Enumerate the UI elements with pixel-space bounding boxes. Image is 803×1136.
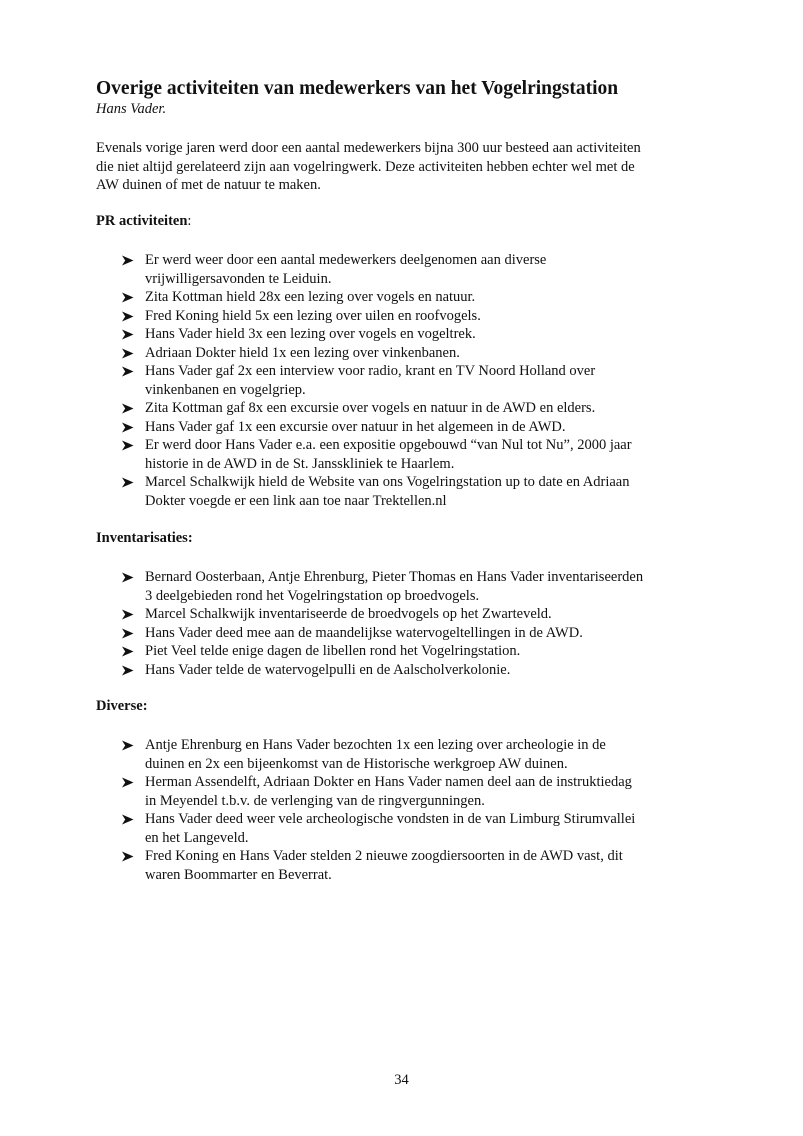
misc-list <box>0 736 803 884</box>
section-heading-label: PR activiteiten <box>96 213 188 229</box>
list-item-text: vinkenbanen en vogelgriep. <box>145 381 306 398</box>
intro-line: AW duinen of met de natuur te maken. <box>96 177 321 193</box>
section-heading-diverse: Diverse: <box>96 698 148 714</box>
list-item <box>0 568 803 605</box>
list-item-text: Adriaan Dokter hield 1x een lezing over vinkenbanen. <box>145 344 460 361</box>
list-item <box>0 624 803 643</box>
intro-line: Evenals vorige jaren werd door een aantal medewerkers bijna 300 uur besteed aan activiteiten <box>96 140 641 156</box>
arrowhead-bullet-icon <box>121 851 134 862</box>
arrowhead-bullet-icon <box>121 628 134 639</box>
list-item <box>0 436 803 473</box>
section-heading-pr <box>96 213 191 230</box>
list-item-text: Dokter voegde er een link aan toe naar Trektellen.nl <box>145 492 447 509</box>
arrowhead-bullet-icon <box>121 292 134 303</box>
list-item-text: historie in de AWD in de St. Jansskliniek te Haarlem. <box>145 455 455 472</box>
list-item <box>0 736 803 773</box>
list-item-text: Zita Kottman gaf 8x een excursie over vogels en natuur in de AWD en elders. <box>145 400 596 416</box>
list-item <box>0 362 803 399</box>
page-title: Overige activiteiten van medewerkers van het Vogelringstation <box>96 78 619 99</box>
list-item-text: vrijwilligersavonden te Leiduin. <box>145 270 332 287</box>
page-number: 34 <box>394 1072 409 1088</box>
list-item-text: Hans Vader gaf 2x een interview voor radio, krant en TV Noord Holland over <box>145 363 596 379</box>
section-heading-colon: : <box>187 213 192 229</box>
list-item <box>0 473 803 510</box>
list-item <box>0 847 803 884</box>
arrowhead-bullet-icon <box>121 665 134 676</box>
list-item-text: in Meyendel t.b.v. de verlenging van de ringvergunningen. <box>145 792 485 809</box>
arrowhead-bullet-icon <box>121 329 134 340</box>
arrowhead-bullet-icon <box>121 255 134 266</box>
list-item-text: Herman Assendelft, Adriaan Dokter en Hans Vader namen deel aan de instruktiedag <box>145 774 632 790</box>
list-item-text: Fred Koning hield 5x een lezing over uilen en roofvogels. <box>145 307 481 324</box>
list-item <box>0 773 803 810</box>
list-item-text: waren Boommarter en Beverrat. <box>145 866 332 883</box>
list-item-text: Hans Vader gaf 1x een excursie over natuur in het algemeen in de AWD. <box>145 418 566 435</box>
list-item <box>0 642 803 661</box>
section-heading-inventarisaties: Inventarisaties: <box>96 530 193 546</box>
list-item-text: Er werd door Hans Vader e.a. een expositie opgebouwd “van Nul tot Nu”, 2000 jaar <box>145 437 632 453</box>
list-item <box>0 288 803 307</box>
inventory-list <box>0 568 803 679</box>
list-item <box>0 344 803 363</box>
arrowhead-bullet-icon <box>121 572 134 583</box>
list-item-text: Fred Koning en Hans Vader stelden 2 nieuwe zoogdiersoorten in de AWD vast, dit <box>145 848 623 864</box>
list-item-text: Marcel Schalkwijk hield de Website van ons Vogelringstation up to date en Adriaan <box>145 474 630 490</box>
list-item <box>0 661 803 680</box>
list-item-text: Er werd weer door een aantal medewerkers deelgenomen aan diverse <box>145 252 547 268</box>
list-item-text: Hans Vader deed weer vele archeologische vondsten in de van Limburg Stirumvallei <box>145 811 636 827</box>
list-item-text: Bernard Oosterbaan, Antje Ehrenburg, Pieter Thomas en Hans Vader inventariseerden <box>145 569 644 585</box>
list-item-text: Marcel Schalkwijk inventariseerde de broedvogels op het Zwarteveld. <box>145 606 552 622</box>
list-item-text: Hans Vader hield 3x een lezing over vogels en vogeltrek. <box>145 326 476 342</box>
list-item <box>0 251 803 288</box>
arrowhead-bullet-icon <box>121 814 134 825</box>
list-item-text: Hans Vader telde de watervogelpulli en de Aalscholverkolonie. <box>145 661 511 678</box>
arrowhead-bullet-icon <box>121 477 134 488</box>
list-item-text: en het Langeveld. <box>145 829 249 846</box>
arrowhead-bullet-icon <box>121 422 134 433</box>
list-item <box>0 325 803 344</box>
list-item-text: 3 deelgebieden rond het Vogelringstation op broedvogels. <box>145 587 480 604</box>
intro-paragraph <box>96 139 736 195</box>
arrowhead-bullet-icon <box>121 740 134 751</box>
arrowhead-bullet-icon <box>121 646 134 657</box>
arrowhead-bullet-icon <box>121 609 134 620</box>
list-item-text: Hans Vader deed mee aan de maandelijkse watervogeltellingen in de AWD. <box>145 624 583 641</box>
intro-line: die niet altijd gerelateerd zijn aan vogelringwerk. Deze activiteiten hebben echter wel met de <box>96 158 635 175</box>
arrowhead-bullet-icon <box>121 440 134 451</box>
list-item-text: duinen en 2x een bijeenkomst van de Historische werkgroep AW duinen. <box>145 755 568 772</box>
arrowhead-bullet-icon <box>121 348 134 359</box>
author-name: Hans Vader. <box>96 101 167 117</box>
list-item <box>0 307 803 326</box>
arrowhead-bullet-icon <box>121 777 134 788</box>
arrowhead-bullet-icon <box>121 403 134 414</box>
list-item <box>0 605 803 624</box>
list-item-text: Zita Kottman hield 28x een lezing over vogels en natuur. <box>145 289 476 305</box>
list-item <box>0 399 803 418</box>
pr-activities-list <box>0 251 803 510</box>
arrowhead-bullet-icon <box>121 311 134 322</box>
list-item-text: Antje Ehrenburg en Hans Vader bezochten 1x een lezing over archeologie in de <box>145 737 606 753</box>
list-item-text: Piet Veel telde enige dagen de libellen rond het Vogelringstation. <box>145 643 521 659</box>
list-item <box>0 810 803 847</box>
arrowhead-bullet-icon <box>121 366 134 377</box>
list-item <box>0 418 803 437</box>
